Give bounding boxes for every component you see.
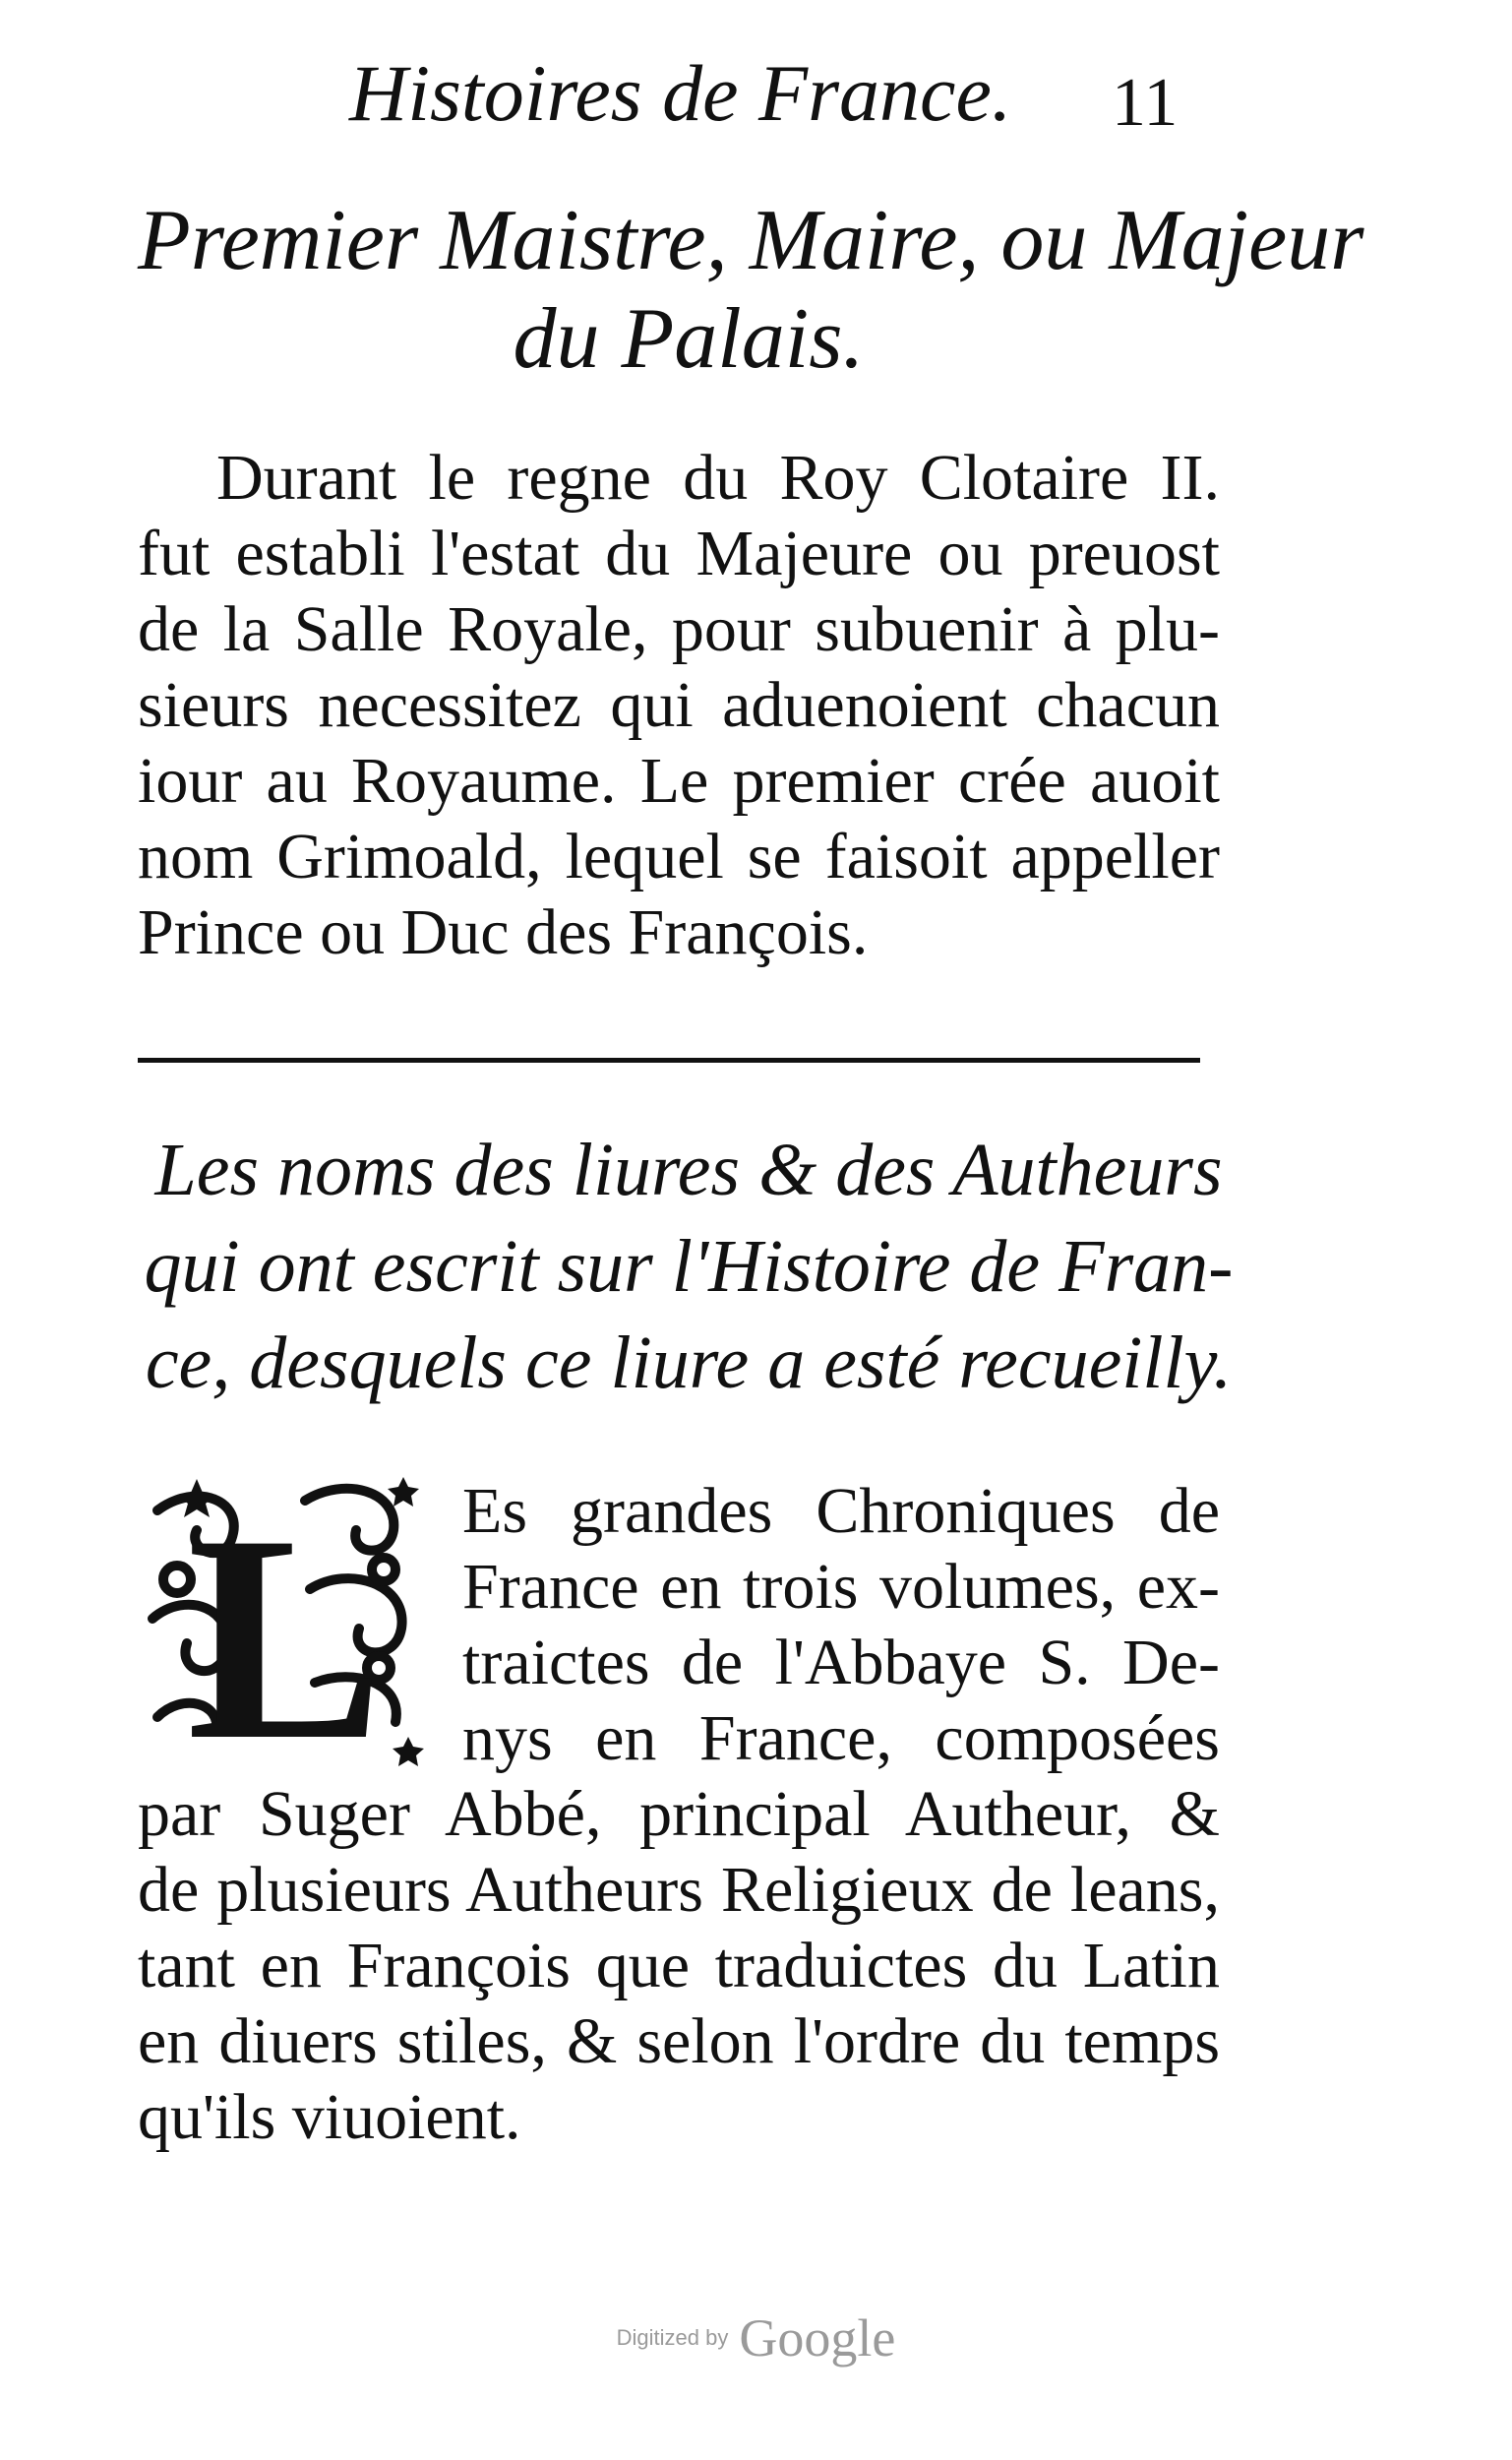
paragraph-line: nys en France, composées — [462, 1702, 1220, 1774]
digitized-by-label: Digitized by — [616, 2325, 729, 2350]
section-title-line: du Palais. — [513, 291, 865, 387]
paragraph-line: France en trois volumes, ex- — [462, 1551, 1220, 1623]
paragraph-line: Durant le regne du Roy Clotaire II. — [216, 442, 1220, 514]
section-title-premier-maistre — [138, 192, 1364, 389]
running-title: Histoires de France. — [349, 48, 1012, 138]
google-logo: Google — [739, 2308, 896, 2368]
paragraph-line: de plusieurs Autheurs Religieux de leans, — [138, 1854, 1220, 1926]
paragraph-line: nom Grimoald, lequel se faisoit appeller — [138, 821, 1220, 892]
section-title-line: ce, desquels ce liure a esté recueilly. — [145, 1322, 1233, 1404]
paragraph-line: qu'ils viuoient. — [138, 2081, 521, 2153]
section-title-line: Les noms des liures & des Autheurs — [154, 1129, 1223, 1211]
paragraph-chroniques — [138, 1473, 1220, 2155]
paragraph-line: Prince ou Duc des François. — [138, 896, 869, 968]
paragraph-clotaire — [138, 440, 1220, 970]
paragraph-line: traictes de l'Abbaye S. De- — [462, 1627, 1220, 1698]
section-title-noms-des-liures — [138, 1122, 1240, 1411]
paragraph-line: fut establi l'estat du Majeure ou preuost — [138, 518, 1220, 589]
paragraph-line: tant en François que traduictes du Latin — [138, 1930, 1220, 2001]
paragraph-line: iour au Royaume. Le premier crée auoit — [138, 745, 1220, 817]
paragraph-line: sieurs necessitez qui aduenoient chacun — [138, 669, 1220, 741]
section-title-line: qui ont escrit sur l'Histoire de Fran- — [144, 1225, 1234, 1308]
section-title-line: Premier Maistre, Maire, ou Majeur — [138, 193, 1364, 288]
paragraph-line: de la Salle Royale, pour subuenir à plu- — [138, 593, 1220, 665]
section-divider — [138, 1058, 1200, 1063]
paragraph-line: en diuers stiles, & selon l'ordre du temps — [138, 2005, 1220, 2077]
drop-cap-letter: L — [186, 1474, 385, 1766]
paragraph-line: Es grandes Chroniques de — [462, 1475, 1220, 1547]
paragraph-line: par Suger Abbé, principal Autheur, & — [138, 1778, 1220, 1850]
digitization-watermark — [0, 2307, 1512, 2368]
page-number: 11 — [1112, 65, 1179, 141]
